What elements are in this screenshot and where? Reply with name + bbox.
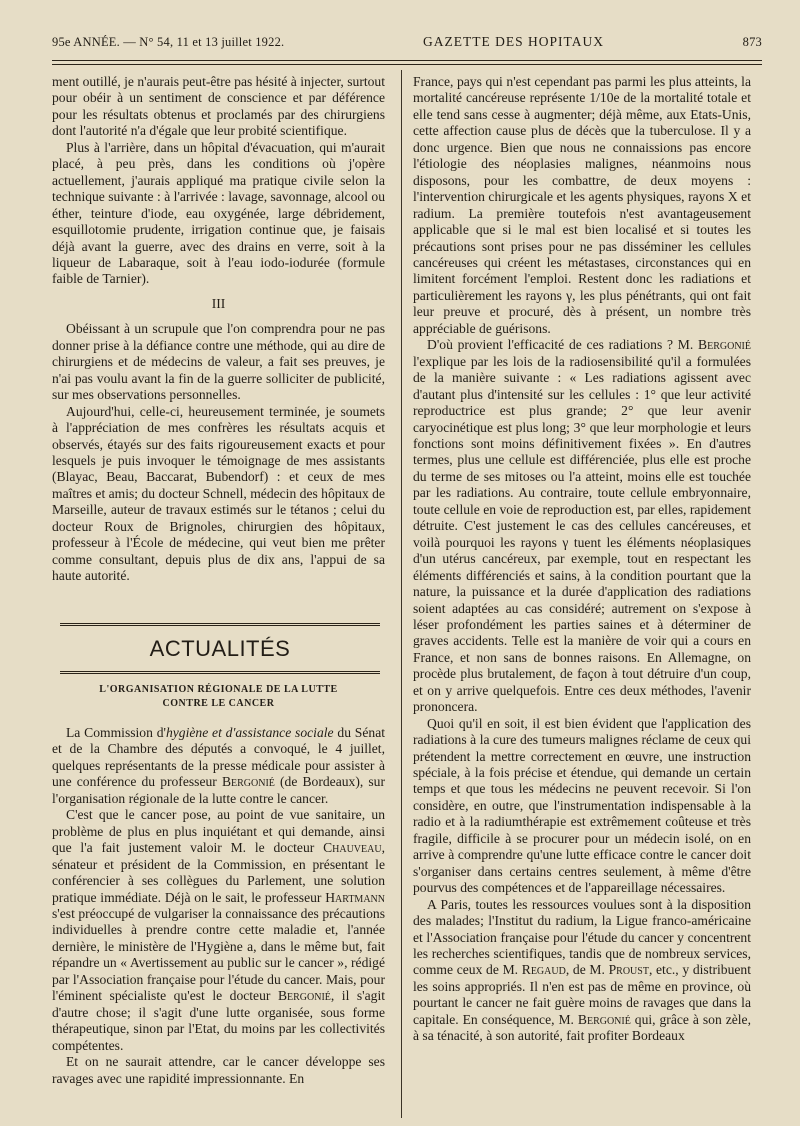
header-rule: [52, 60, 762, 61]
running-header: [52, 34, 762, 54]
paragraph: Plus à l'arrière, dans un hôpital d'évacuation, qui m'aurait placé, à peu près, dans les conditions où j'opère actuellement, j'aurais appliqué ma pratique civile selon la technique suivante : à l'arrivée : lavage, savonnage, alcool ou éther, teinture d'iode, eau oxygénée, large débridement, esquillotomie prudente, irrigation continue que, je faisais déjà avant la guerre, avec des drains en verre, soit à la liqueur de Labaraque, soit à l'eau iodo-iodurée (formule faible de Tarnier).: [52, 139, 385, 287]
person-name: Regaud: [521, 962, 566, 978]
section-title: ACTUALITÉS: [149, 636, 291, 661]
section-rule: [60, 623, 380, 626]
actualites-article: [52, 683, 385, 1087]
person-name: Bergonié: [221, 774, 275, 790]
person-name: Proust: [608, 962, 649, 978]
column-divider: [401, 70, 402, 1118]
paragraph: Et on ne saurait attendre, car le cancer développe ses ravages avec une rapidité impressionnante. En: [52, 1054, 385, 1086]
article-heading: [52, 683, 385, 711]
header-rule-2: [52, 64, 762, 65]
person-name: Bergonié: [698, 337, 751, 353]
paragraph: La Commission d'hygiène et d'assistance sociale du Sénat et de la Chambre des députés a convoqué, le 4 juillet, quelques représentants de la presse médicale pour assister à une conférence du professeur Bergonié (de Bordeaux), sur l'organisation régionale de la lutte contre le cancer.: [52, 725, 386, 806]
person-name: Hartmann: [325, 889, 385, 905]
paragraph: D'où provient l'efficacité de ces radiations ? M. Bergonié l'explique par les lois de la radiosensibilité qu'il a formulées de la manière suivante : « Les radiations agissent avec d'autant plus d'intensité sur les cellules : 1° que leur activité reproductrice est plus grande; 2° que leur avenir caryocinétique est plus long; 3° que leur morphologie et leurs fonctions sont moins définitivement fixées ». En d'autres termes, plus une cellule est différenciée, plus elle est proche du terme de ses mitoses ou l'a atteint, moins elle est touchée par les radiations. Au contraire, toute cellule embryonnaire, toute cellule en voie de reproduction est, par elles, rapidement détruite. C'est justement le cas des cellules cancéreuses, et voilà pourquoi les rayons γ tuent les éléments néoplasiques d'un utérus cancéreux, par exemple, tout en respectant les éléments différenciés et sains, à la condition pourtant que la nature, la puissance et la durée d'application des radiations soient adaptées au cas considéré; autrement on s'expose à léser profondément les parties saines et à déterminer de graves accidents. Telle est la manière de voir qui a cours en France, et non sans de bonnes raisons. En Allemagne, on procède plus brutalement, de façon à tout détruire d'un coup, et on y arrive quelquefois. Entre ces deux méthodes, l'avenir prononcera.: [413, 337, 751, 715]
paragraph: C'est que le cancer pose, au point de vue sanitaire, un problème de plus en plus inquiétant et qui demande, ainsi que l'a fait justement valoir M. le docteur Chauveau, sénateur et président de la Commission, en présentant le conférencier à ses collègues du Parlement, une solution pratique immédiate. Déjà on le sait, le professeur Hartmann s'est préoccupé de vulgariser la connaissance des précautions individuelles à prendre contre cette maladie et, l'année dernière, le ministère de l'Hygiène a, dans le même but, fait répandre un « Avertissement au public sur le cancer », rédigé par l'Association française pour l'étude du cancer. Mais, pour l'éminent spécialiste qu'est le docteur Bergonié, il s'agit d'autre chose; il s'agit d'une lutte organisée, sous forme thérapeutique, sinon par l'Etat, du moins par les collectivités compétentes.: [52, 807, 385, 1053]
person-name: Bergonié: [577, 1011, 631, 1027]
right-column: [413, 74, 751, 1045]
paragraph: Aujourd'hui, celle-ci, heureusement terminée, je soumets à l'appréciation de mes confrères les résultats acquis et observés, étayés sur des faits rigoureusement exacts et pour lesquels je puis invoquer le témoignage de mes assistants (Blayac, Beau, Baccarat, Bubendorf) : et ceux de mes maîtres et amis; du docteur Schnell, médecin des hôpitaux de Marseille, auteur de travaux estimés sur le tétanos ; celui du docteur Roux de Brignoles, chirurgien des hôpitaux, professeur à l'École de médecine, qui veut bien me prêter comme consultant, depuis plus de dix ans, l'appui de sa haute autorité.: [52, 403, 385, 584]
paragraph: ment outillé, je n'aurais peut-être pas hésité à injecter, surtout pour obéir à un sentiment de conscience et par déférence pour les résultats obtenus et proclamés par des chirurgiens dont l'autorité n'a d'égale que leur probité scientifique.: [52, 74, 385, 139]
paragraph: A Paris, toutes les ressources voulues sont à la disposition des malades; l'Institut du radium, la Ligue franco-américaine et l'Association française pour l'étude du cancer y concentrent les recherches scientifiques, tandis que de nombreux services, comme ceux de M. Regaud, de M. Proust, etc., y distribuent les soins appropriés. Il n'en est pas de même en province, où pourtant le cancer ne fait guère moins de ravages que dans la capitale. En conséquence, M. Bergonié qui, grâce à son zèle, à sa ténacité, à son autorité, fait profiter Bordeaux: [413, 896, 751, 1044]
paragraph: Quoi qu'il en soit, il est bien évident que l'application des radiations à la cure des tumeurs malignes réclame de ceux qui prétendent la mettre correctement en œuvre, une instruction spéciale, à la fois précise et étendue, qui demande un certain temps et que tous les médecins ne peuvent recevoir. Si l'on considère, en outre, que l'instrumentation indispensable à la radio et à la radiumthérapie est extrêmement coûteuse et très fragile, difficile à se procurer pour un médecin isolé, on en arrive à comprendre qu'une lutte efficace contre le cancer doit s'organiser dans certains centres seulement, à même d'être pourvus des compétences et de l'appareillage nécessaires.: [413, 715, 751, 896]
article-heading-line: L'ORGANISATION RÉGIONALE DE LA LUTTE: [99, 684, 338, 695]
issue-info: 95e ANNÉE. — N° 54, 11 et 13 juillet 1922.: [52, 35, 285, 49]
section-number: III: [211, 295, 226, 311]
person-name: Chauveau: [323, 840, 382, 856]
left-column: [52, 74, 385, 585]
paragraph: Obéissant à un scrupule que l'on comprendra pour ne pas donner prise à la défiance contre une méthode, qui au dire de chirurgiens et de médecins de valeur, a fait ses preuves, je n'ai pas voulu avant la fin de la guerre solliciter de publicité, sur mes observations personnelles.: [52, 321, 385, 403]
paragraph: France, pays qui n'est cependant pas parmi les plus atteints, la mortalité cancéreuse représente 1/10e de la mortalité totale et elle tend sans cesse à augmenter; déjà même, aux Etats-Unis, cette affection cause plus de décès que la tuberculose. Il y a donc urgence. Bien que nous ne connaissions pas encore l'étiologie des néoplasies malignes, néanmoins nous disposons, pour les combattre, de deux moyens : l'intervention chirurgicale et les agents physiques, rayons X et radium. La première toutefois n'est avantageusement applicable que si le mal est bien localisé et si toutes les précautions sont prises pour ne pas disséminer les cellules cancéreuses qui créent les métastases, circonstances qui en limitent forcément l'emploi. Restent donc les radiations et particulièrement les rayons γ, les plus pénétrants, qui ont fait leur preuve et procuré, dès à présent, un nombre très appréciable de guérisons.: [413, 74, 751, 336]
actualites-section: [60, 623, 380, 674]
page-number: 873: [742, 35, 762, 49]
section-rule: [60, 671, 380, 674]
article-heading-line: CONTRE LE CANCER: [162, 698, 275, 709]
journal-title: GAZETTE DES HOPITAUX: [423, 34, 604, 49]
person-name: Bergonié: [277, 988, 331, 1004]
